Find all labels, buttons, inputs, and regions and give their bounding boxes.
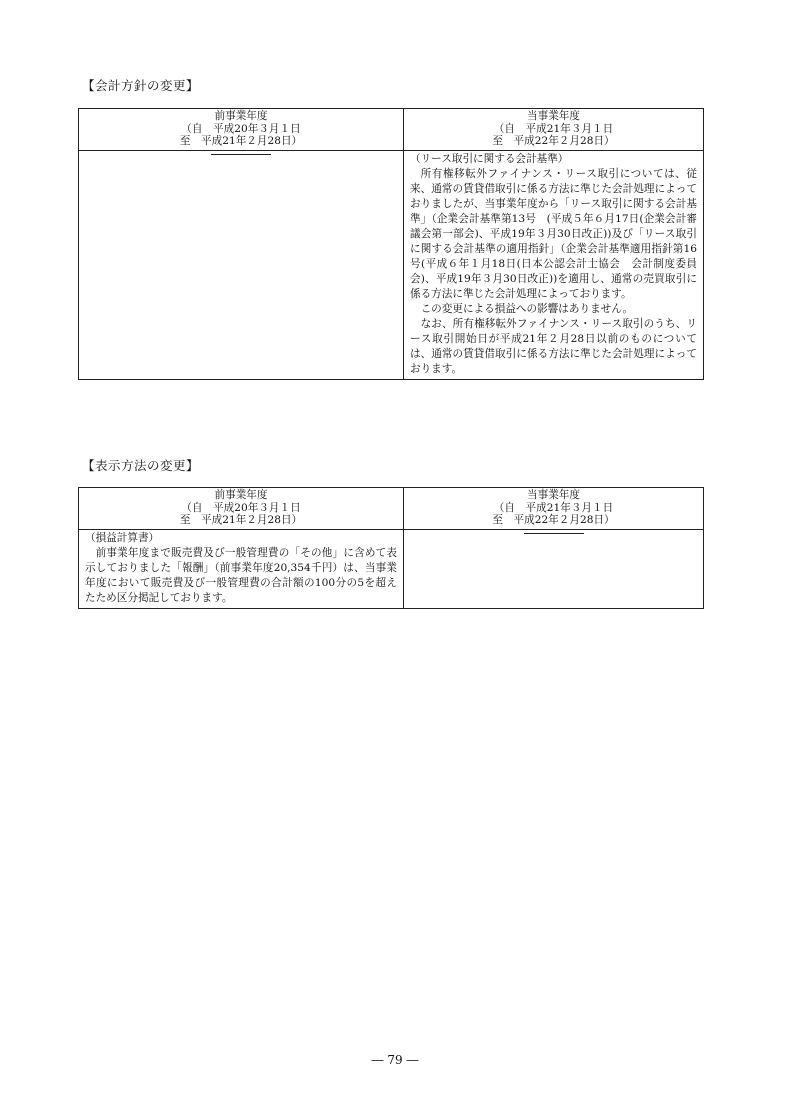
curr-period-label: 当事業年度 xyxy=(527,489,580,501)
section-title-accounting-policy-change: 【会計方針の変更】 xyxy=(82,78,200,93)
prev-period-label: 前事業年度 xyxy=(214,489,268,501)
curr-period-label: 当事業年度 xyxy=(527,110,580,122)
income-statement-caption: （損益計算書） xyxy=(85,531,160,544)
table-header-row xyxy=(79,488,704,530)
prev-period-to: 至 平成21年２月28日） xyxy=(179,514,303,526)
table-body-row xyxy=(79,529,704,608)
accounting-policy-change-table xyxy=(78,108,704,380)
table-body-row xyxy=(79,150,704,379)
prev-period-content xyxy=(79,529,404,608)
curr-period-content xyxy=(404,150,704,379)
section-title-presentation-change: 【表示方法の変更】 xyxy=(82,458,200,473)
curr-period-from: （自 平成21年３月１日 xyxy=(493,122,614,135)
prev-period-header xyxy=(79,109,404,151)
reclassification-paragraph: 前事業年度まで販売費及び一般管理費の「その他」に含めて表示しておりました「報酬」（前事業年度20,354千円）は、当事業年度において販売費及び一般管理費の合計額の100分の5を超えたため区分掲記しております。 xyxy=(85,546,397,604)
prev-period-from: （自 平成20年３月１日 xyxy=(181,501,301,514)
no-entry-dash xyxy=(211,154,271,155)
lease-paragraph-2: この変更による損益への影響はありません。 xyxy=(420,302,634,315)
curr-period-to: 至 平成22年２月28日） xyxy=(492,514,615,526)
presentation-change-table xyxy=(78,487,704,609)
curr-period-to: 至 平成22年２月28日） xyxy=(492,135,615,147)
lease-paragraph-3: なお、所有権移転外ファイナンス・リース取引のうち、リース取引開始日が平成21年２月28日以前のものについては、通常の賃貸借取引に係る方法に準じた会計処理によっております。 xyxy=(410,317,697,375)
page-number: ― 79 ― xyxy=(371,1053,419,1067)
curr-period-header xyxy=(404,488,704,530)
prev-period-label: 前事業年度 xyxy=(214,110,268,122)
lease-paragraph-1: 所有権移転外ファイナンス・リース取引については、従来、通常の賃貸借取引に係る方法に準じた会計処理によっておりましたが、当事業年度から「リース取引に関する会計基準」（企業会計基準第13号 (平成５年６月17日(企業会計審議会第一部会)、平成19年３月30日改正))及び「リース取引に関する会計基準の適用指針」（企業会計基準適用指針第16号(平成６年１月18日(日本公認会計士協会 会計制度委員会)、平成19年３月30日改正))を適用し、通常の売買取引に係る方法に準じた会計処理によっております。 xyxy=(410,167,697,300)
no-entry-dash xyxy=(524,533,584,534)
prev-period-to: 至 平成21年２月28日） xyxy=(179,135,303,147)
curr-period-content xyxy=(404,529,704,608)
prev-period-from: （自 平成20年３月１日 xyxy=(181,122,301,135)
prev-period-header xyxy=(79,488,404,530)
prev-period-content xyxy=(79,150,404,379)
table-header-row xyxy=(79,109,704,151)
curr-period-from: （自 平成21年３月１日 xyxy=(493,501,614,514)
curr-period-header xyxy=(404,109,704,151)
lease-standard-caption: （リース取引に関する会計基準） xyxy=(410,152,569,165)
